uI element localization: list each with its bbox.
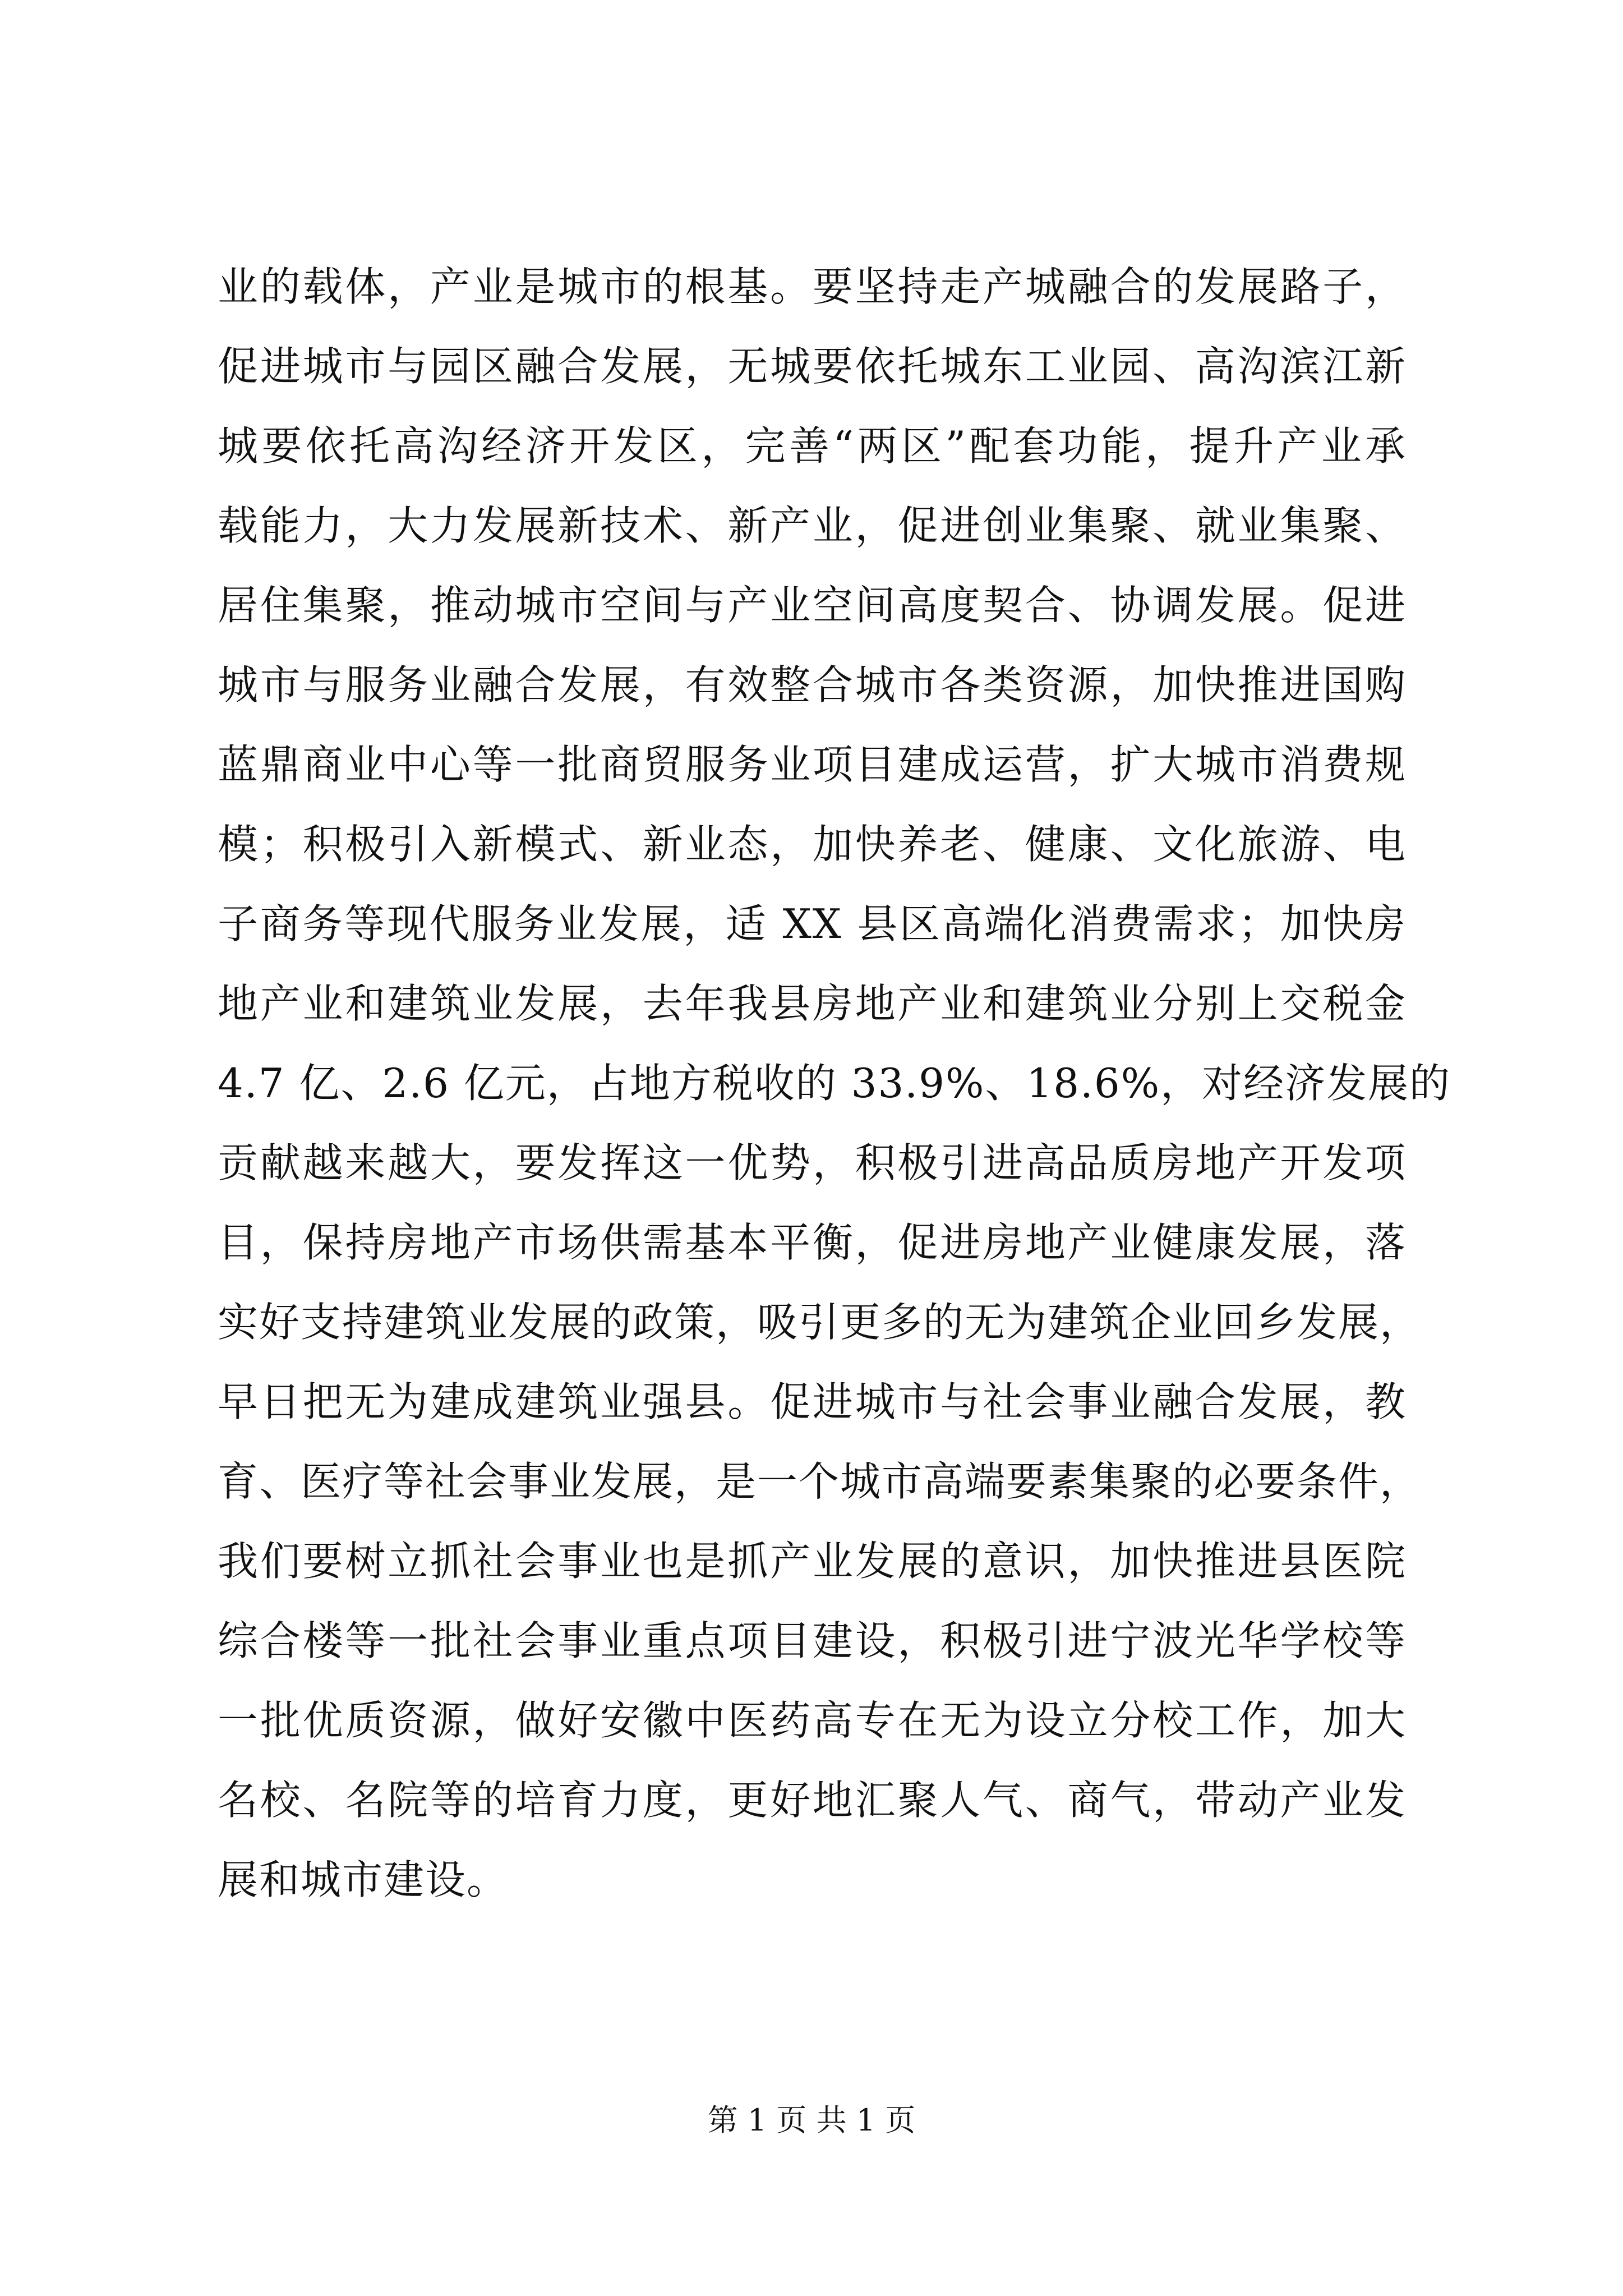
text-line: 育、医疗等社会事业发展，是一个城市高端要素集聚的必要条件， [218,1458,1422,1505]
text-line: 子商务等现代服务业发展，适 XX 县区高端化消费需求；加快房 [218,900,1407,947]
text-line: 4.7 亿、2.6 亿元，占地方税收的 33.9%、18.6%，对经济发展的 [218,1060,1451,1107]
text-line: 城要依托高沟经济开发区，完善“两区”配套功能，提升产业承 [218,422,1407,470]
text-line: 模；积极引入新模式、新业态，加快养老、健康、文化旅游、电 [218,821,1407,868]
text-line: 名校、名院等的培育力度，更好地汇聚人气、商气，带动产业发 [218,1777,1407,1824]
text-line: 城市与服务业融合发展，有效整合城市各类资源，加快推进国购 [218,661,1407,708]
text-line: 目，保持房地产市场供需基本平衡，促进房地产业健康发展，落 [218,1219,1407,1266]
text-line: 地产业和建筑业发展，去年我县房地产业和建筑业分别上交税金 [218,980,1407,1027]
page-number-footer: 第 1 页 共 1 页 [707,2102,916,2138]
text-line: 展和城市建设。 [218,1856,509,1903]
text-line: 促进城市与园区融合发展，无城要依托城东工业园、高沟滨江新 [218,343,1407,390]
text-line: 贡献越来越大，要发挥这一优势，积极引进高品质房地产开发项 [218,1139,1407,1186]
text-line: 居住集聚，推动城市空间与产业空间高度契合、协调发展。促进 [218,582,1407,629]
text-line: 载能力，大力发展新技术、新产业，促进创业集聚、就业集聚、 [218,502,1407,549]
text-line: 综合楼等一批社会事业重点项目建设，积极引进宁波光华学校等 [218,1617,1407,1664]
body-paragraph [218,247,1451,1920]
text-line: 实好支持建筑业发展的政策，吸引更多的无为建筑企业回乡发展， [218,1299,1422,1346]
text-line: 蓝鼎商业中心等一批商贸服务业项目建成运营，扩大城市消费规 [218,741,1407,788]
text-line: 我们要树立抓社会事业也是抓产业发展的意识，加快推进县医院 [218,1538,1407,1585]
text-line: 一批优质资源，做好安徽中医药高专在无为设立分校工作，加大 [218,1697,1407,1744]
text-line: 业的载体，产业是城市的根基。要坚持走产城融合的发展路子， [218,263,1407,310]
text-line: 早日把无为建成建筑业强县。促进城市与社会事业融合发展，教 [218,1378,1407,1425]
